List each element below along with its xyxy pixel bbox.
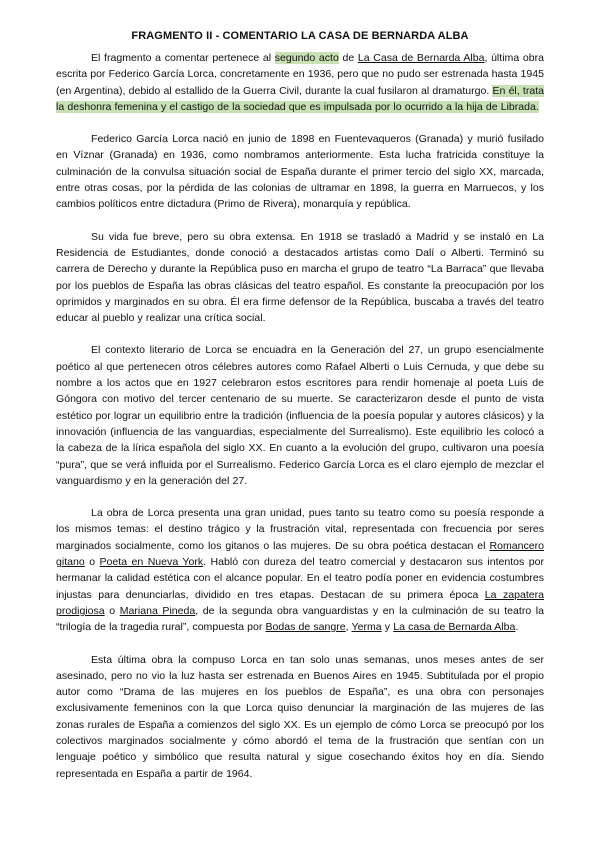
work-casa-bernarda-alba: La casa de Bernarda Alba	[393, 621, 516, 634]
text-run: de	[338, 52, 358, 64]
text-run: .	[515, 621, 519, 634]
paragraph-biography: Federico García Lorca nació en junio de 1898 en Fuentevaqueros (Granada) y murió fusilado en Víznar (Granada) en 1936, como nombramos anteriormente. Esta lucha fratricida constituye la culminación de la convulsa situación social de España durante el primer tercio del siglo XX, marcada, entre otras cosas, por la pérdida de las colonias de ultramar en 1898, la guerra en Marruecos, y los cambios políticos entre dictadura (Primo de Rivera), monarquía y república.	[56, 133, 544, 211]
text-run: . Habló con dureza del teatro comercial y destacaron sus intentos por hermanar la calidad estética con el alcance popular. En el teatro podía poner en evidencia costumbres injustas para denunciarlas, dividido en tres etapas. Destacan de su primera época	[56, 556, 544, 601]
text-run: y	[381, 621, 394, 634]
highlight-theme: En él, trata la deshonra femenina y el castigo de la sociedad que es impulsada por lo ocurrido a la hija de Librada.	[56, 84, 544, 113]
text-run: o	[104, 604, 120, 617]
paragraph-intro	[56, 50, 544, 115]
work-zapatera-prodigiosa: La zapatera prodigiosa	[56, 588, 545, 617]
work-romancero-gitano: Romancero gitano	[56, 539, 544, 569]
text-run: o	[84, 556, 100, 569]
text-run: La obra de Lorca presenta una gran unidad, pues tanto su teatro como su poesía responde a los mismos temas: el destino trágico y la frustración vital, representada con frecuencia por seres marginados socialmente, como los gitanos o las mujeres. De su obra poética destacan el	[56, 507, 544, 552]
document-title: FRAGMENTO II - COMENTARIO LA CASA DE BERNARDA ALBA	[131, 30, 469, 42]
work-mariana-pineda: Mariana Pineda	[119, 604, 196, 617]
text-run: , última obra escrita por Federico García Lorca, concretamente en 1936, pero que no pudo ser estrenada hasta 1945 (en Argentina), debido al estallido de la Guerra Civil, durante la cual fusilaron al dramaturgo.	[56, 52, 544, 97]
paragraph-context: El contexto literario de Lorca se encuadra en la Generación del 27, un grupo esencialmente poético al que pertenecen otros célebres autores como Rafael Alberti o Luis Cernuda, y que debe su nombre a los actos que en 1927 celebraron estos escritores para rendir homenaje al poeta Luis de Góngora con motivo del tercer centenario de su muerte. Se caracterizaron desde el punto de vista estético por lograr un equilibrio entre la tradición (influencia de la poesía popular y autores clásicos) y la innovación (influencia de las vanguardias, especialmente del Surrealismo). Este equilibrio les colocó a la cabeza de la lírica española del siglo XX. En cuanto a la evolución del grupo, cultivaron una poesía “pura”, que se verá influida por el Surrealismo. Federico García Lorca es el claro ejemplo de mezclar el vanguardismo y en la generación del 27.	[56, 344, 544, 487]
text-run: El fragmento a comentar pertenece al	[91, 52, 275, 64]
work-title-link: La Casa de Bernarda Alba	[357, 52, 485, 64]
work-yerma: Yerma	[351, 621, 382, 634]
highlight-act: segundo acto	[274, 52, 339, 64]
work-bodas-de-sangre: Bodas de sangre	[265, 621, 346, 634]
paragraph-conclusion: Esta última obra la compuso Lorca en tan solo unas semanas, unos meses antes de ser asesinado, pero no vio la luz hasta ser estrenada en Buenos Aires en 1945. Subtitulada por el propio autor como “Drama de las mujeres en los pueblos de España”, es una obra con personajes exclusivamente femeninos con la que Lorca quiso denunciar la marginación de las mujeres de las zonas rurales de España a comienzos del siglo XX. Es un ejemplo de cómo Lorca se preocupó por los colectivos marginados socialmente y cómo abordó el tema de la frustración que sentían con un lenguaje poético y simbólico que resulta natural y sigue cosechando éxitos hoy en día. Siendo representada en España a partir de 1964.	[56, 653, 544, 780]
text-run: , de la segunda obra vanguardistas y en la culminación de su teatro la “trilogía de la tragedia rural”, compuesta por	[56, 604, 544, 634]
paragraph-life: Su vida fue breve, pero su obra extensa. En 1918 se trasladó a Madrid y se instaló en La Residencia de Estudiantes, donde conoció a destacados artistas como Dalí o Alberti. Terminó su carrera de Derecho y durante la República puso en marcha el grupo de teatro “La Barraca” que llevaba por los pueblos de España las obras clásicas del teatro español. Es constante la preocupación por los oprimidos y marginados en su obra. Él era firme defensor de la República, buscaba a través del teatro educar al pueblo y realizar una crítica social.	[56, 230, 544, 325]
text-run: ,	[345, 621, 352, 634]
work-poeta-nueva-york: Poeta en Nueva York	[99, 556, 204, 569]
paragraph-works	[56, 505, 544, 635]
